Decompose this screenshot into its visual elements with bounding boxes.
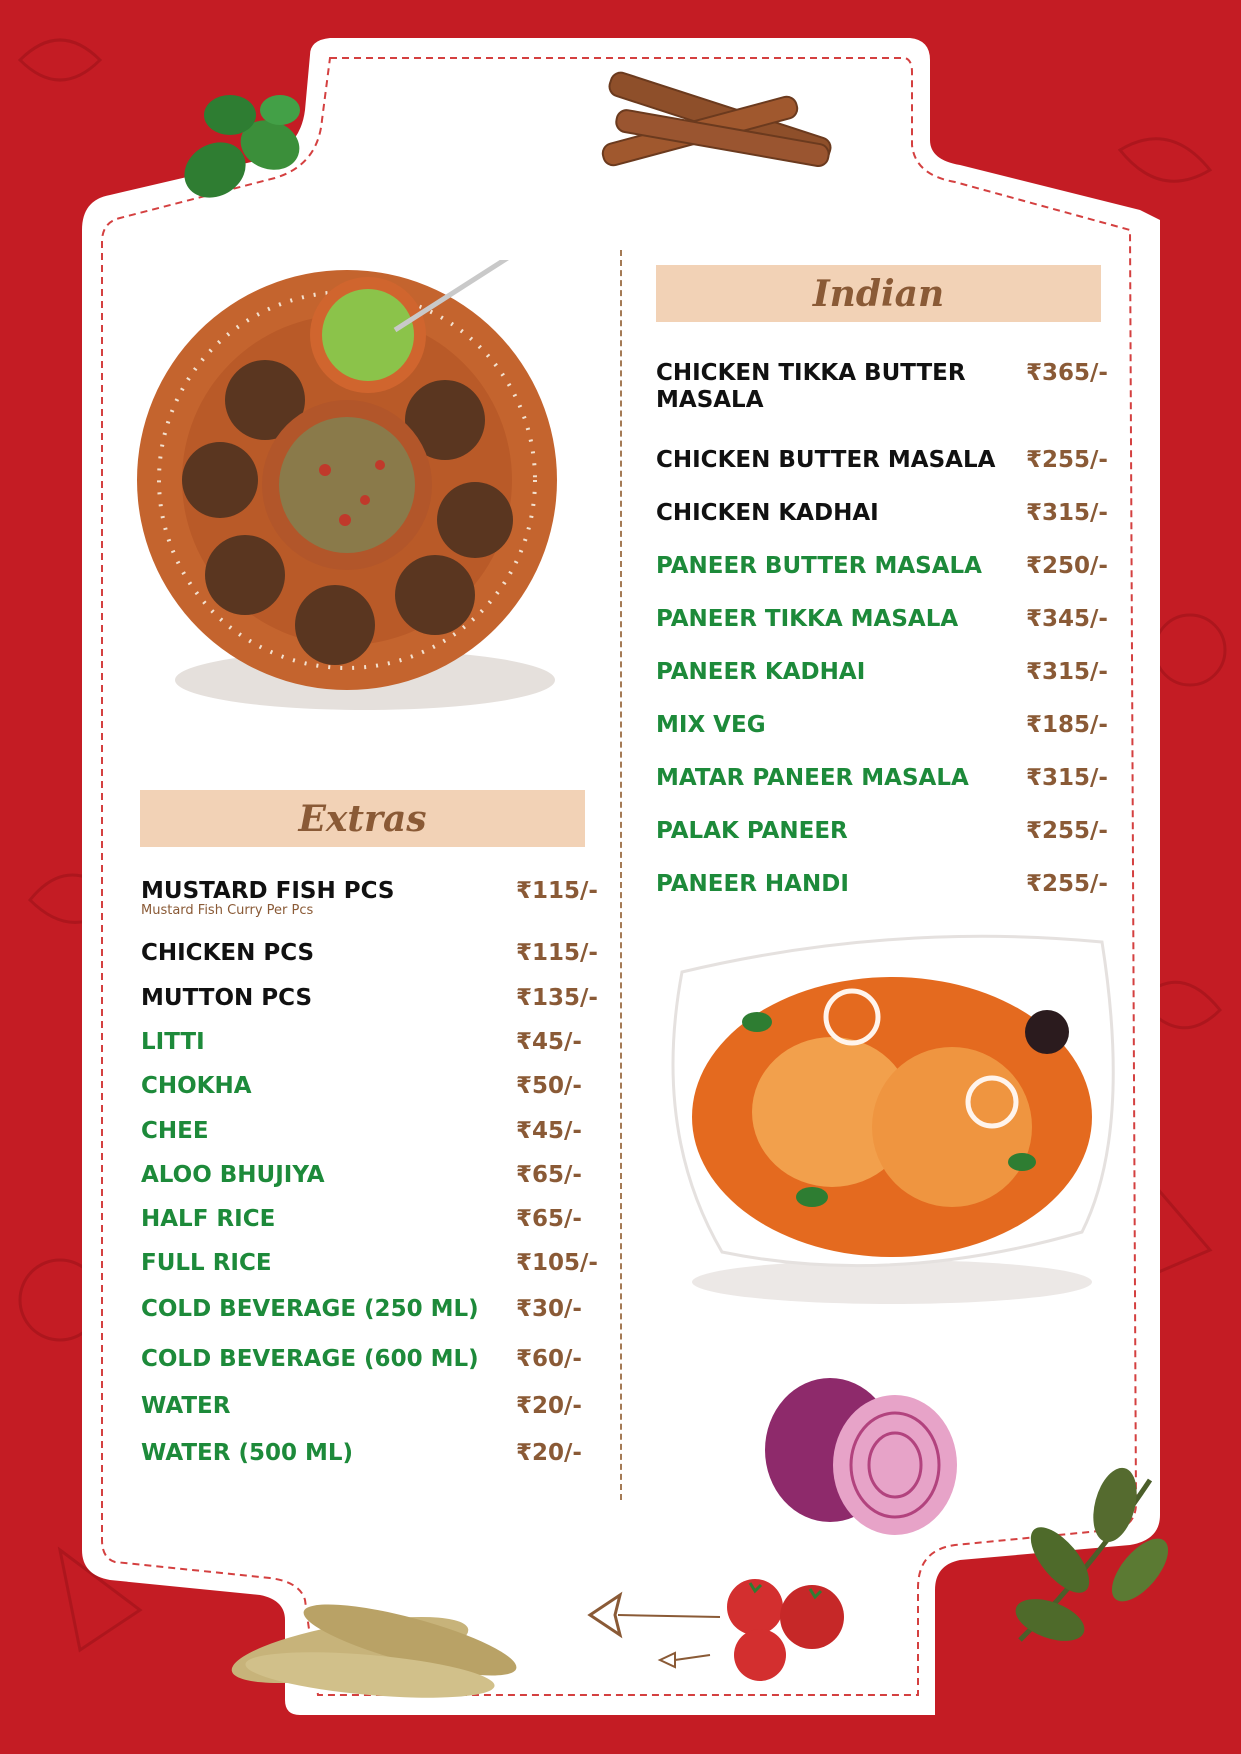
indian-item-name: PANEER HANDI bbox=[656, 871, 849, 897]
extras-item-name: LITTI bbox=[141, 1029, 205, 1055]
tomatoes-icon bbox=[720, 1575, 860, 1685]
indian-item-name: CHICKEN TIKKA BUTTER bbox=[656, 360, 966, 386]
indian-item-price: ₹255/- bbox=[1026, 447, 1108, 473]
fish-curry-bowl-image bbox=[662, 932, 1122, 1307]
extras-header bbox=[140, 790, 585, 847]
indian-item-price: ₹185/- bbox=[1026, 712, 1108, 738]
indian-item-price: ₹365/- bbox=[1026, 360, 1108, 386]
extras-item-name: CHOKHA bbox=[141, 1073, 252, 1099]
indian-item-price: ₹255/- bbox=[1026, 871, 1108, 897]
extras-item-price: ₹115/- bbox=[516, 878, 598, 904]
extras-item-price: ₹50/- bbox=[516, 1073, 582, 1099]
indian-item-price: ₹315/- bbox=[1026, 500, 1108, 526]
onion-icon bbox=[760, 1355, 970, 1545]
indian-item-name: CHICKEN KADHAI bbox=[656, 500, 879, 526]
extras-item-name: FULL RICE bbox=[141, 1250, 272, 1276]
extras-item-price: ₹135/- bbox=[516, 985, 598, 1011]
indian-item-name: PANEER KADHAI bbox=[656, 659, 866, 685]
indian-header bbox=[656, 265, 1101, 322]
extras-item-name: HALF RICE bbox=[141, 1206, 276, 1232]
extras-item-price: ₹65/- bbox=[516, 1162, 582, 1188]
indian-item-name: MATAR PANEER MASALA bbox=[656, 765, 969, 791]
indian-title: Indian bbox=[812, 272, 945, 315]
extras-item-price: ₹65/- bbox=[516, 1206, 582, 1232]
indian-item-price: ₹315/- bbox=[1026, 659, 1108, 685]
extras-item-price: ₹30/- bbox=[516, 1296, 582, 1322]
extras-item-price: ₹60/- bbox=[516, 1346, 582, 1372]
basil-leaves-icon bbox=[170, 85, 330, 215]
extras-item-name: ALOO BHUJIYA bbox=[141, 1162, 325, 1188]
extras-item-name: CHICKEN PCS bbox=[141, 940, 315, 966]
extras-item-price: ₹45/- bbox=[516, 1029, 582, 1055]
extras-item-price: ₹20/- bbox=[516, 1393, 582, 1419]
cinnamon-sticks-icon bbox=[585, 65, 855, 195]
indian-item-price: ₹345/- bbox=[1026, 606, 1108, 632]
extras-item-price: ₹115/- bbox=[516, 940, 598, 966]
indian-item-name: MIX VEG bbox=[656, 712, 766, 738]
bay-leaves-icon bbox=[220, 1580, 540, 1720]
extras-item-price: ₹105/- bbox=[516, 1250, 598, 1276]
extras-item-price: ₹45/- bbox=[516, 1118, 582, 1144]
indian-item-name: CHICKEN BUTTER MASALA bbox=[656, 447, 996, 473]
extras-item-name: MUSTARD FISH PCS bbox=[141, 878, 395, 904]
indian-item-price: ₹250/- bbox=[1026, 553, 1108, 579]
curry-leaves-icon bbox=[1000, 1460, 1180, 1660]
extras-item-name: COLD BEVERAGE (600 ML) bbox=[141, 1346, 479, 1372]
indian-item-name: PANEER BUTTER MASALA bbox=[656, 553, 982, 579]
extras-item-name: MUTTON PCS bbox=[141, 985, 313, 1011]
extras-item-name: CHEE bbox=[141, 1118, 209, 1144]
extras-item-name: WATER bbox=[141, 1393, 231, 1419]
extras-title: Extras bbox=[298, 797, 427, 840]
extras-item-description: Mustard Fish Curry Per Pcs bbox=[141, 903, 314, 918]
litti-chokha-plate-image bbox=[135, 260, 585, 730]
extras-item-name: WATER (500 ML) bbox=[141, 1440, 354, 1466]
column-divider bbox=[620, 250, 622, 1500]
indian-item-name-line2: MASALA bbox=[656, 387, 764, 413]
indian-item-name: PALAK PANEER bbox=[656, 818, 848, 844]
indian-item-name: PANEER TIKKA MASALA bbox=[656, 606, 959, 632]
indian-item-price: ₹255/- bbox=[1026, 818, 1108, 844]
extras-item-name: COLD BEVERAGE (250 ML) bbox=[141, 1296, 479, 1322]
indian-item-price: ₹315/- bbox=[1026, 765, 1108, 791]
extras-item-price: ₹20/- bbox=[516, 1440, 582, 1466]
